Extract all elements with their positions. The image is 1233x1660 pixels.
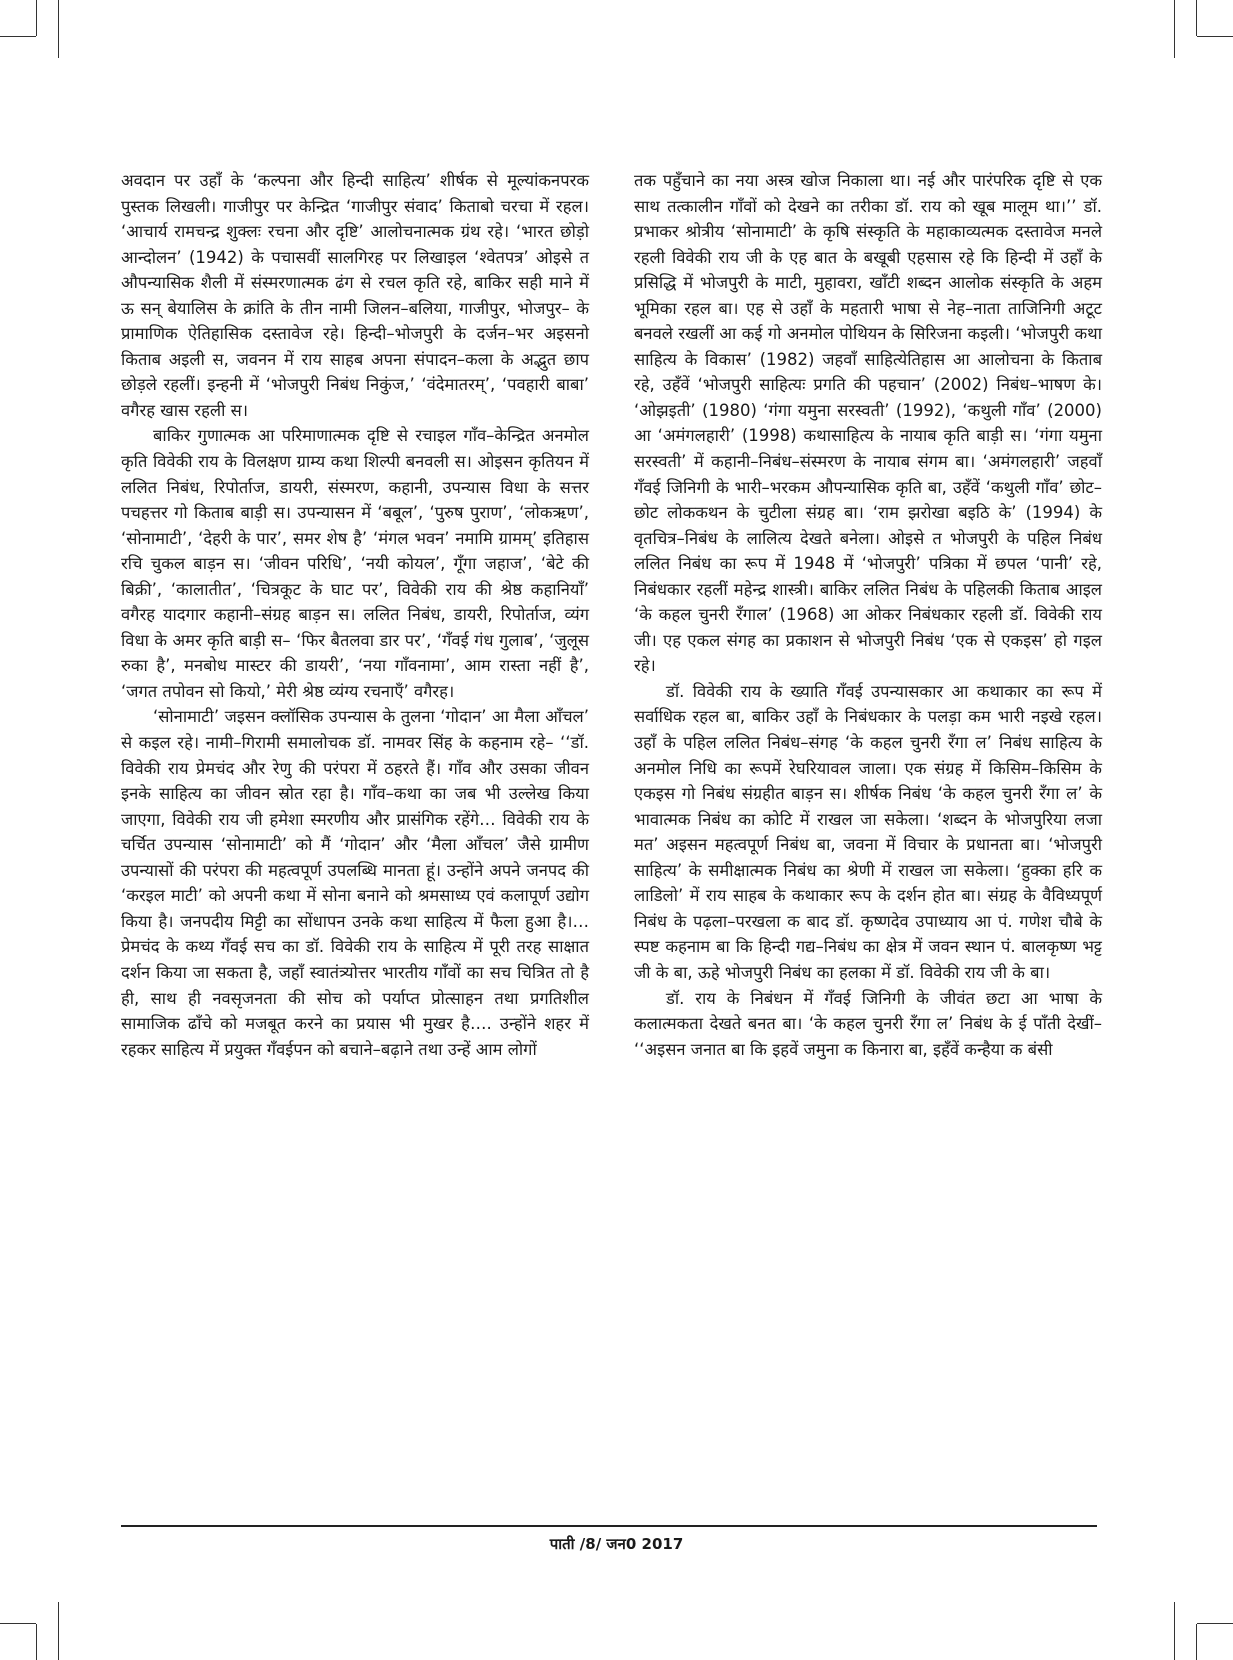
crop-mark (58, 1602, 59, 1660)
crop-mark (1197, 36, 1233, 37)
paragraph: ‘सोनामाटी’ जइसन क्लॉसिक उपन्यास के तुलना ‘गोदान’ आ मैला आँचल’ से कइल रहे। नामी–गिरामी समालोचक डॉ. नामवर सिंह के कहनाम रहे– ‘‘डॉ. विवेकी राय प्रेमचंद और रेणु की परंपरा में ठहरते हैं। गाँव और उसका जीवन इनके साहित्य का जीवन स्रोत रहा है। गाँव–कथा का जब भी उल्लेख किया जाएगा, विवेकी राय जी हमेशा स्मरणीय और प्रासंगिक रहेंगे… विवेकी राय के चर्चित उपन्यास ‘सोनामाटी’ को मैं ‘गोदान’ और ‘मैला आँचल’ जैसे ग्रामीण उपन्यासों की परंपरा की महत्वपूर्ण उपलब्धि मानता हूं। उन्होंने अपने जनपद की ‘करइल माटी’ को अपनी कथा में सोना बनाने को श्रमसाध्य एवं कलापूर्ण उद्योग किया है। जनपदीय मिट्टी का सोंधापन उनके कथा साहित्य में फैला हुआ है।…प्रेमचंद के कथ्य गँवई सच का डॉ. विवेकी राय के साहित्य में पूरी तरह साक्षात दर्शन किया जा सकता है, जहाँ स्वातंत्र्योत्तर भारतीय गाँवों का सच चित्रित तो है ही, साथ ही नवसृजनता की सोच को पर्याप्त प्रोत्साहन तथा प्रगतिशील सामाजिक ढाँचे को मजबूत करने का प्रयास भी मुखर है…. उन्होंने शहर में रहकर साहित्य में प्रयुक्त गँवईपन को बचाने–बढ़ाने तथा उन्हें आम लोगों (121, 707, 589, 1059)
paragraph: तक पहुँचाने का नया अस्त्र खोज निकाला था। नई और पारंपरिक दृष्टि से एक साथ तत्कालीन गाँवों को देखने का तरीका डॉ. राय को खूब मालूम था।’’ डॉ. प्रभाकर श्रोत्रीय ‘सोनामाटी’ के कृषि संस्कृति के महाकाव्यत्मक दस्तावेज मनले रहली विवेकी राय जी के एह बात के बखूबी एहसास रहे कि हिन्दी में उहाँ के प्रसिद्धि में भोजपुरी के माटी, मुहावरा, खाँटी शब्दन आलोक संस्कृति के अहम भूमिका रहल बा। एह से उहाँ के महतारी भाषा से नेह–नाता ताजिनिगी अटूट बनवले रखलीं आ कई गो अनमोल पोथियन के सिरिजना कइली। ‘भोजपुरी कथा साहित्य के विकास’ (1982) जहवाँ साहित्येतिहास आ आलोचना के किताब रहे, उहँवें ‘भोजपुरी साहित्यः प्रगति की पहचान’ (2002) निबंध–भाषण के। ‘ओझइती’ (1980) ‘गंगा यमुना सरस्वती’ (1992), ‘कथुली गाँव’ (2000) आ ‘अमंगलहारी’ (1998) कथासाहित्य के नायाब कृति बाड़ी स। ‘गंगा यमुना सरस्वती’ में कहानी–निबंध–संस्मरण के नायाब संगम बा। ‘अमंगलहारी’ जहवाँ गँवई जिनिगी के भारी–भरकम औपन्यासिक कृति बा, उहँवें ‘कथुली गाँव’ छोट–छोट लोककथन के चुटीला संग्रह बा। ‘राम झरोखा बइठि के’ (1994) के वृतचित्र–निबंध के लालित्य देखते बनेला। ओइसे त भोजपुरी के पहिल निबंध ललित निबंध का रूप में 1948 में ‘भोजपुरी’ पत्रिका में छपल ‘पानी’ रहे, निबंधकार रहलीं महेन्द्र शास्त्री। बाकिर ललित निबंध के पहिलकी किताब आइल ‘के कहल चुनरी रँगाल’ (1968) आ ओकर निबंधकार रहली डॉ. विवेकी राय जी। एह एकल संगह का प्रकाशन से भोजपुरी निबंध ‘एक से एकइस’ हो गइल रहे। (634, 171, 1102, 676)
footer-rule (121, 1525, 1097, 1527)
crop-mark (1196, 1624, 1197, 1660)
paragraph: बाकिर गुणात्मक आ परिमाणात्मक दृष्टि से रचाइल गाँव–केन्द्रित अनमोल कृति विवेकी राय के विलक्षण ग्राम्य कथा शिल्पी बनवली स। ओइसन कृतियन में ललित निबंध, रिपोर्ताज, डायरी, संस्मरण, कहानी, उपन्यास विधा के सत्तर पचहत्तर गो किताब बाड़ी स। उपन्यासन में ‘बबूल’, ‘पुरुष पुराण’, ‘लोकऋण’, ‘सोनामाटी’, ‘देहरी के पार’, समर शेष है’ ‘मंगल भवन’ नमामि ग्रामम्’ इतिहास रचि चुकल बाड़न स। ‘जीवन परिधि’, ‘नयी कोयल’, गूँगा जहाज’, ‘बेटे की बिक्री’, ‘कालातीत’, ‘चित्रकूट के घाट पर’, विवेकी राय की श्रेष्ठ कहानियाँ’ वगैरह यादगार कहानी–संग्रह बाड़न स। ललित निबंध, डायरी, रिपोर्ताज, व्यंग विधा के अमर कृति बाड़ी स– ‘फिर बैतलवा डार पर’, ‘गँवई गंध गुलाब’, ‘जुलूस रुका है’, मनबोध मास्टर की डायरी’, ‘नया गाँवनामा’, आम रास्ता नहीं है’, ‘जगत तपोवन सो कियो,’ मेरी श्रेष्ठ व्यंग्य रचनाएँ’ वगैरह। (121, 426, 589, 701)
crop-mark (58, 0, 59, 58)
crop-mark (36, 0, 37, 36)
right-text-column (634, 168, 1102, 1062)
crop-mark (1197, 1623, 1233, 1624)
crop-mark (0, 1623, 36, 1624)
crop-mark (36, 1624, 37, 1660)
left-text-column (121, 168, 589, 1062)
paragraph: डॉ. राय के निबंधन में गँवई जिनिगी के जीवंत छटा आ भाषा के कलात्मकता देखते बनत बा। ‘के कहल चुनरी रँगा ल’ निबंध के ई पाँती देखीं– ‘‘अइसन जनात बा कि इहवें जमुना क किनारा बा, इहँवें कन्हैया क बंसी (634, 988, 1102, 1059)
crop-mark (1174, 0, 1175, 58)
crop-mark (0, 36, 36, 37)
crop-mark (1196, 0, 1197, 36)
paragraph: अवदान पर उहाँ के ‘कल्पना और हिन्दी साहित्य’ शीर्षक से मूल्यांकनपरक पुस्तक लिखली। गाजीपुर पर केन्द्रित ‘गाजीपुर संवाद’ किताबो चरचा में रहल। ‘आचार्य रामचन्द्र शुक्लः रचना और दृष्टि’ आलोचनात्मक ग्रंथ रहे। ‘भारत छोड़ो आन्दोलन’ (1942) के पचासवीं सालगिरह पर लिखाइल ‘श्वेतपत्र’ ओइसे त औपन्यासिक शैली में संस्मरणात्मक ढंग से रचल कृति रहे, बाकिर सही माने में ऊ सन् बेयालिस के क्रांति के तीन नामी जिलन–बलिया, गाजीपुर, भोजपुर– के प्रामाणिक ऐतिहासिक दस्तावेज रहे। हिन्दी–भोजपुरी के दर्जन–भर अइसनो किताब अइली स, जवनन में राय साहब अपना संपादन–कला के अद्भुत छाप छोड़ले रहलीं। इन्हनी में ‘भोजपुरी निबंध निकुंज,’ ‘वंदेमातरम्’, ‘पवहारी बाबा’ वगैरह खास रहली स। (121, 171, 589, 420)
paragraph: डॉ. विवेकी राय के ख्याति गँवई उपन्यासकार आ कथाकार का रूप में सर्वाधिक रहल बा, बाकिर उहाँ के निबंधकार के पलड़ा कम भारी नइखे रहल। उहाँ के पहिल ललित निबंध–संगह ‘के कहल चुनरी रँगा ल’ निबंध साहित्य के अनमोल निधि का रूपमें रेघरियावल जाला। एक संग्रह में किसिम–किसिम के एकइस गो निबंध संग्रहीत बाड़न स। शीर्षक निबंध ‘के कहल चुनरी रँगा ल’ के भावात्मक निबंध का कोटि में राखल जा सकेला। ‘शब्दन के भोजपुरिया लजा मत’ अइसन महत्वपूर्ण निबंध बा, जवना में विचार के प्रधानता बा। ‘भोजपुरी साहित्य’ के समीक्षात्मक निबंध का श्रेणी में राखल जा सकेला। ‘हुक्का हरि क लाडिलो’ में राय साहब के कथाकार रूप के दर्शन होत बा। संग्रह के वैविध्यपूर्ण निबंध के पढ़ला–परखला क बाद डॉ. कृष्णदेव उपाध्याय आ पं. गणेश चौबे के स्पष्ट कहनाम बा कि हिन्दी गद्य–निबंध का क्षेत्र में जवन स्थान पं. बालकृष्ण भट्ट जी के बा, ऊहे भोजपुरी निबंध का हलका में डॉ. विवेकी राय जी के बा। (634, 681, 1102, 982)
page-footer: पाती /8/ जन0 2017 (549, 1535, 684, 1553)
crop-mark (1174, 1602, 1175, 1660)
